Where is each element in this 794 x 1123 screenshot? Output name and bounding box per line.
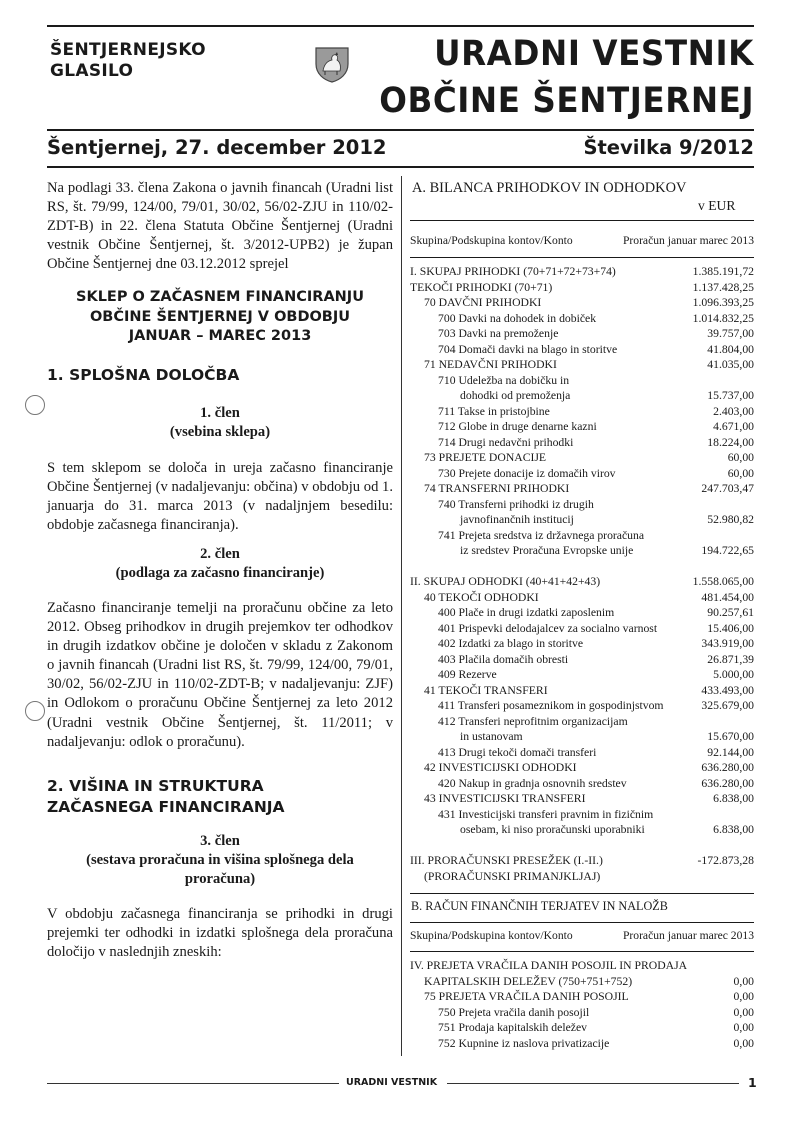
table-row: [410, 450, 754, 465]
row-value: 6.838,00: [713, 823, 754, 836]
table-a-rule-bottom: [410, 893, 754, 894]
row-value: 15.737,00: [707, 389, 754, 402]
article-3-subtitle-line1: (sestava proračuna in višina splošnega dela: [86, 852, 354, 868]
table-row: [410, 280, 754, 295]
row-value: 39.757,00: [707, 327, 754, 340]
row-label: 43 INVESTICIJSKI TRANSFERI: [424, 792, 586, 805]
row-value: 2.403,00: [713, 404, 754, 418]
binder-hole-top: [25, 395, 45, 415]
municipal-crest-icon: [313, 45, 351, 83]
row-label: 409 Rezerve: [438, 668, 497, 681]
row-label: TEKOČI PRIHODKI (70+71): [410, 280, 553, 294]
table-a-col1-header: Skupina/Podskupina kontov/Konto: [410, 234, 573, 247]
row-value: 1.014.832,25: [692, 311, 754, 325]
row-value: 60,00: [727, 466, 754, 480]
masthead-title-line2: OBČINE ŠENTJERNEJ: [379, 81, 754, 121]
decree-title-line3: JANUAR – MAREC 2013: [128, 328, 312, 344]
row-label: 40 TEKOČI ODHODKI: [424, 590, 539, 604]
row-label: 703 Davki na premoženje: [438, 327, 559, 340]
footer-label: URADNI VESTNIK: [346, 1077, 438, 1088]
table-row: [410, 497, 754, 512]
issue-number: Številka 9/2012: [583, 136, 754, 159]
table-row: [410, 590, 754, 605]
row-label: 740 Transferni prihodki iz drugih: [438, 497, 594, 511]
row-value: 0,00: [733, 1036, 754, 1050]
table-row: [410, 683, 754, 698]
row-value: 636.280,00: [701, 776, 754, 790]
row-value: 247.703,47: [701, 482, 754, 495]
decree-title-line1: SKLEP O ZAČASNEM FINANCIRANJU: [76, 289, 364, 305]
table-a-rule-top: [410, 220, 754, 221]
table-row: [410, 822, 754, 837]
row-label: 714 Drugi nedavčni prihodki: [438, 435, 574, 449]
row-value: 433.493,00: [701, 683, 754, 697]
row-label: 71 NEDAVČNI PRIHODKI: [424, 358, 557, 371]
row-label: 402 Izdatki za blago in storitve: [438, 637, 584, 650]
row-label: 420 Nakup in gradnja osnovnih sredstev: [438, 776, 627, 790]
masthead-subtitle: [50, 40, 206, 82]
table-row: [410, 760, 754, 775]
row-label: 700 Davki na dohodek in dobiček: [438, 311, 597, 325]
row-label: 741 Prejeta sredstva iz državnega proračuna: [438, 528, 645, 542]
row-value: 343.919,00: [701, 637, 754, 650]
table-a-title: A. BILANCA PRIHODKOV IN ODHODKOV: [412, 180, 687, 196]
row-value: 41.804,00: [707, 342, 754, 356]
footer-rule-left: [47, 1083, 339, 1084]
table-row: [410, 1020, 754, 1035]
row-value: 15.670,00: [707, 730, 754, 743]
table-row: [410, 373, 754, 388]
row-label: 412 Transferi neprofitnim organizacijam: [438, 714, 628, 728]
row-label: 403 Plačila domačih obresti: [438, 652, 569, 666]
table-row: [410, 295, 754, 310]
page-number: 1: [748, 1075, 757, 1090]
row-label: 752 Kupnine iz naslova privatizacije: [438, 1036, 610, 1050]
table-row: [410, 1036, 754, 1051]
row-label: in ustanovam: [460, 730, 523, 743]
table-b-col2-header: Proračun januar marec 2013: [622, 929, 754, 942]
table-row: [410, 419, 754, 434]
table-row: [410, 667, 754, 682]
table-row: [410, 574, 754, 589]
row-label: iz sredstev Proračuna Evropske unije: [460, 544, 634, 557]
row-label: IV. PREJETA VRAČILA DANIH POSOJIL IN PRODAJA: [410, 959, 688, 972]
article-2-number: 2. člen: [200, 546, 240, 562]
table-row: [410, 326, 754, 341]
table-row: [410, 869, 754, 884]
row-value: 6.838,00: [713, 792, 754, 805]
table-row: [410, 605, 754, 620]
row-label: II. SKUPAJ ODHODKI (40+41+42+43): [410, 575, 601, 588]
table-row: [410, 698, 754, 713]
row-value: -172.873,28: [697, 854, 754, 867]
row-value: 1.096.393,25: [692, 296, 754, 309]
row-label: 401 Prispevki delodajalcev za socialno varnost: [438, 621, 658, 635]
article-3-text: V obdobju začasnega financiranja se prihodki in drugi prejemki ter odhodki in izdatki splošnega dela proračuna določijo v naslednjih zneskih:: [47, 906, 393, 961]
row-label: 710 Udeležba na dobičku in: [438, 373, 570, 387]
row-value: 52.980,82: [707, 513, 754, 526]
row-value: 15.406,00: [707, 621, 754, 635]
row-label: 75 PREJETA VRAČILA DANIH POSOJIL: [424, 990, 629, 1003]
row-label: dohodki od premoženja: [460, 389, 571, 402]
decree-title-line2: OBČINE ŠENTJERNEJ V OBDOBJU: [89, 308, 351, 325]
row-label: 73 PREJETE DONACIJE: [424, 451, 547, 464]
row-label: 41 TEKOČI TRANSFERI: [424, 683, 548, 697]
table-row: [410, 714, 754, 729]
row-label: 74 TRANSFERNI PRIHODKI: [424, 482, 570, 495]
row-label: 400 Plače in drugi izdatki zaposlenim: [438, 606, 615, 619]
binder-hole-bottom: [25, 701, 45, 721]
table-row: [410, 958, 754, 973]
table-row: [410, 264, 754, 279]
table-row: [410, 342, 754, 357]
table-b-rule-top: [410, 922, 754, 923]
table-row: [410, 729, 754, 744]
table-row: [410, 404, 754, 419]
row-value: 1.558.065,00: [692, 575, 754, 588]
row-value: 1.137.428,25: [692, 280, 754, 294]
row-label: III. PRORAČUNSKI PRESEŽEK (I.-II.): [410, 854, 603, 867]
row-label: 750 Prejeta vračila danih posojil: [438, 1005, 590, 1019]
row-value: 481.454,00: [701, 590, 754, 604]
article-1-number: 1. člen: [200, 405, 240, 421]
table-row: [410, 791, 754, 806]
column-divider: [401, 176, 402, 1056]
row-value: 26.871,39: [707, 652, 754, 666]
table-row: [410, 853, 754, 868]
row-value: 0,00: [733, 1021, 754, 1034]
row-label: 712 Globe in druge denarne kazni: [438, 420, 597, 433]
table-row: [410, 435, 754, 450]
row-value: 41.035,00: [707, 358, 754, 371]
table-row: [410, 466, 754, 481]
footer-rule-right: [447, 1083, 739, 1084]
table-b-col1-header: Skupina/Podskupina kontov/Konto: [410, 929, 573, 942]
row-value: 325.679,00: [701, 699, 754, 712]
masthead-subtitle-line2: GLASILO: [50, 61, 134, 81]
row-value: 194.722,65: [701, 544, 754, 557]
table-b-title: B. RAČUN FINANČNIH TERJATEV IN NALOŽB: [411, 899, 668, 913]
table-row: [410, 528, 754, 543]
section-1-heading: 1. SPLOŠNA DOLOČBA: [47, 366, 240, 384]
table-row: [410, 974, 754, 989]
section-2-heading: [47, 776, 393, 818]
table-row: [410, 652, 754, 667]
row-value: 5.000,00: [713, 668, 754, 681]
masthead-rule: [47, 129, 754, 131]
section-2-heading-line2: ZAČASNEGA FINANCIRANJA: [47, 798, 285, 816]
row-label: 431 Investicijski transferi pravnim in fizičnim: [438, 807, 654, 821]
decree-title: [47, 288, 393, 347]
table-row: [410, 357, 754, 372]
article-2-text: Začasno financiranje temelji na proračunu občine za leto 2012. Obseg prihodkov in drugih prejemkov ter odhodkov in drugih izdatkov občine je določen v skladu z Zakonom o javnih financah (Uradni list RS, št. 79/99, 124/00, 79/01, 30/02, 56/02-ZJU in 110/02-ZDT-B; v nadaljevanju: ZJF) in Odlokom o proračunu Občine Šentjernej za leto 2012 (Uradni vestnik Občine Šentjernej, št. 11/2011; v nadaljevanju: odlok o proračunu).: [47, 600, 393, 750]
intro-paragraph: Na podlagi 33. člena Zakona o javnih financah (Uradni list RS, št. 79/99, 124/00, 79/01, 30/02, 56/02-ZJU in 110/02-ZDT-B) in 22. člena Statuta Občine Šentjernej (Uradni vestnik Občine Šentjernej, št. 3/2012-UPB2) je župan Občine Šentjernej dne 03.12.2012 sprejel: [47, 180, 393, 273]
row-value: 1.385.191,72: [692, 265, 754, 278]
row-label: 711 Takse in pristojbine: [438, 404, 550, 418]
dateline-rule: [47, 166, 754, 168]
row-label: KAPITALSKIH DELEŽEV (750+751+752): [424, 974, 633, 988]
table-row: [410, 776, 754, 791]
table-b-rule-header: [410, 951, 754, 952]
table-a-rule-header: [410, 257, 754, 258]
top-rule: [47, 25, 754, 27]
table-row: [410, 1005, 754, 1020]
table-row: [410, 807, 754, 822]
row-value: 0,00: [733, 974, 754, 988]
table-row: [410, 311, 754, 326]
table-row: [410, 621, 754, 636]
masthead-subtitle-line1: ŠENTJERNEJSKO: [50, 40, 206, 60]
article-1-text: S tem sklepom se določa in ureja začasno financiranje Občine Šentjernej (v nadaljevanju: občina) v obdobju od 1. januarja do 31. marca 2013 (v nadaljnjem besedilu: obdobje začasnega financiranja).: [47, 460, 393, 534]
article-2-subtitle: (podlaga za začasno financiranje): [115, 565, 325, 581]
row-label: 751 Prodaja kapitalskih deležev: [438, 1021, 587, 1034]
row-label: 704 Domači davki na blago in storitve: [438, 342, 618, 356]
row-label: osebam, ki niso proračunski uporabniki: [460, 823, 645, 836]
row-value: 0,00: [733, 990, 754, 1003]
row-label: 411 Transferi posameznikom in gospodinjstvom: [438, 699, 664, 712]
row-label: 413 Drugi tekoči domači transferi: [438, 745, 597, 759]
row-value: 4.671,00: [713, 420, 754, 433]
issue-date: Šentjernej, 27. december 2012: [47, 136, 387, 159]
row-label: 70 DAVČNI PRIHODKI: [424, 296, 542, 309]
table-a-col2-header: Proračun januar marec 2013: [622, 234, 754, 247]
table-row: [410, 543, 754, 558]
table-a-currency: v EUR: [698, 198, 736, 213]
article-3-subtitle-line2: proračuna): [184, 871, 256, 887]
row-label: (PRORAČUNSKI PRIMANJKLJAJ): [424, 869, 601, 883]
table-row: [410, 745, 754, 760]
table-row: [410, 559, 754, 574]
table-row: [410, 636, 754, 651]
row-label: javnofinančnih institucij: [460, 513, 574, 526]
section-2-heading-line1: 2. VIŠINA IN STRUKTURA: [47, 777, 264, 795]
row-value: 92.144,00: [707, 745, 754, 759]
row-label: 730 Prejete donacije iz domačih virov: [438, 466, 616, 480]
row-value: 90.257,61: [707, 606, 754, 619]
table-row: [410, 388, 754, 403]
row-value: 636.280,00: [701, 761, 754, 774]
row-label: I. SKUPAJ PRIHODKI (70+71+72+73+74): [410, 265, 616, 278]
table-row: [410, 481, 754, 496]
masthead-title-line1: URADNI VESTNIK: [434, 34, 754, 74]
table-row: [410, 989, 754, 1004]
table-row: [410, 838, 754, 853]
article-3-number: 3. člen: [200, 833, 240, 849]
row-value: 18.224,00: [707, 435, 754, 449]
article-1-subtitle: (vsebina sklepa): [169, 424, 271, 440]
row-value: 60,00: [727, 451, 754, 464]
row-label: 42 INVESTICIJSKI ODHODKI: [424, 761, 577, 774]
row-value: 0,00: [733, 1005, 754, 1019]
table-row: [410, 512, 754, 527]
